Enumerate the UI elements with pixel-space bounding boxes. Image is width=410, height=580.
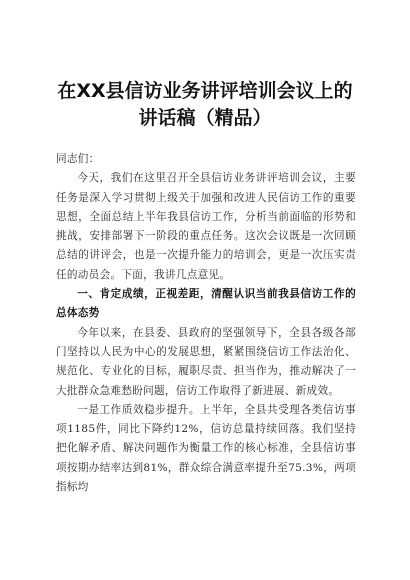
paragraph-quality: 一是工作质效稳步提升。上半年，全县共受理各类信访事项1185件，同比下降约12%，信访总量持续回落。我们坚持把化解矛盾、解决问题作为衡量工作的核心标准，全县信访事项按期办结率达到81%，群众综合满意率提升至75.3%，两项指标均 xyxy=(56,403,356,494)
section-heading: 一、肯定成绩，正视差距，清醒认识当前我县信访工作的总体态势 xyxy=(56,288,356,320)
paragraph-overview: 今年以来，在县委、县政府的坚强领导下，全县各级各部门坚持以人民为中心的发展思想，紧紧围绕信访工作法治化、规范化、专业化的目标，履职尽责、担当作为，推动解决了一大批群众急难愁盼问题，信访工作取得了新进展、新成效。 xyxy=(56,326,356,397)
paragraph-intro: 今天，我们在这里召开全县信访业务讲评培训会议，主要任务是深入学习贯彻上级关于加强和改进人民信访工作的重要思想，全面总结上半年我县信访工作，分析当前面临的形势和挑战，安排部署下一阶段的重点任务。这次会议既是一次回顾总结的讲评会，也是一次提升能力的培训会，更是一次压实责任的动员会。下面，我讲几点意见。 xyxy=(56,172,356,281)
document-title: 在XX县信访业务讲评培训会议上的讲话稿（精品） xyxy=(57,80,353,129)
document-body xyxy=(56,150,356,497)
salutation: 同志们： xyxy=(56,153,100,165)
